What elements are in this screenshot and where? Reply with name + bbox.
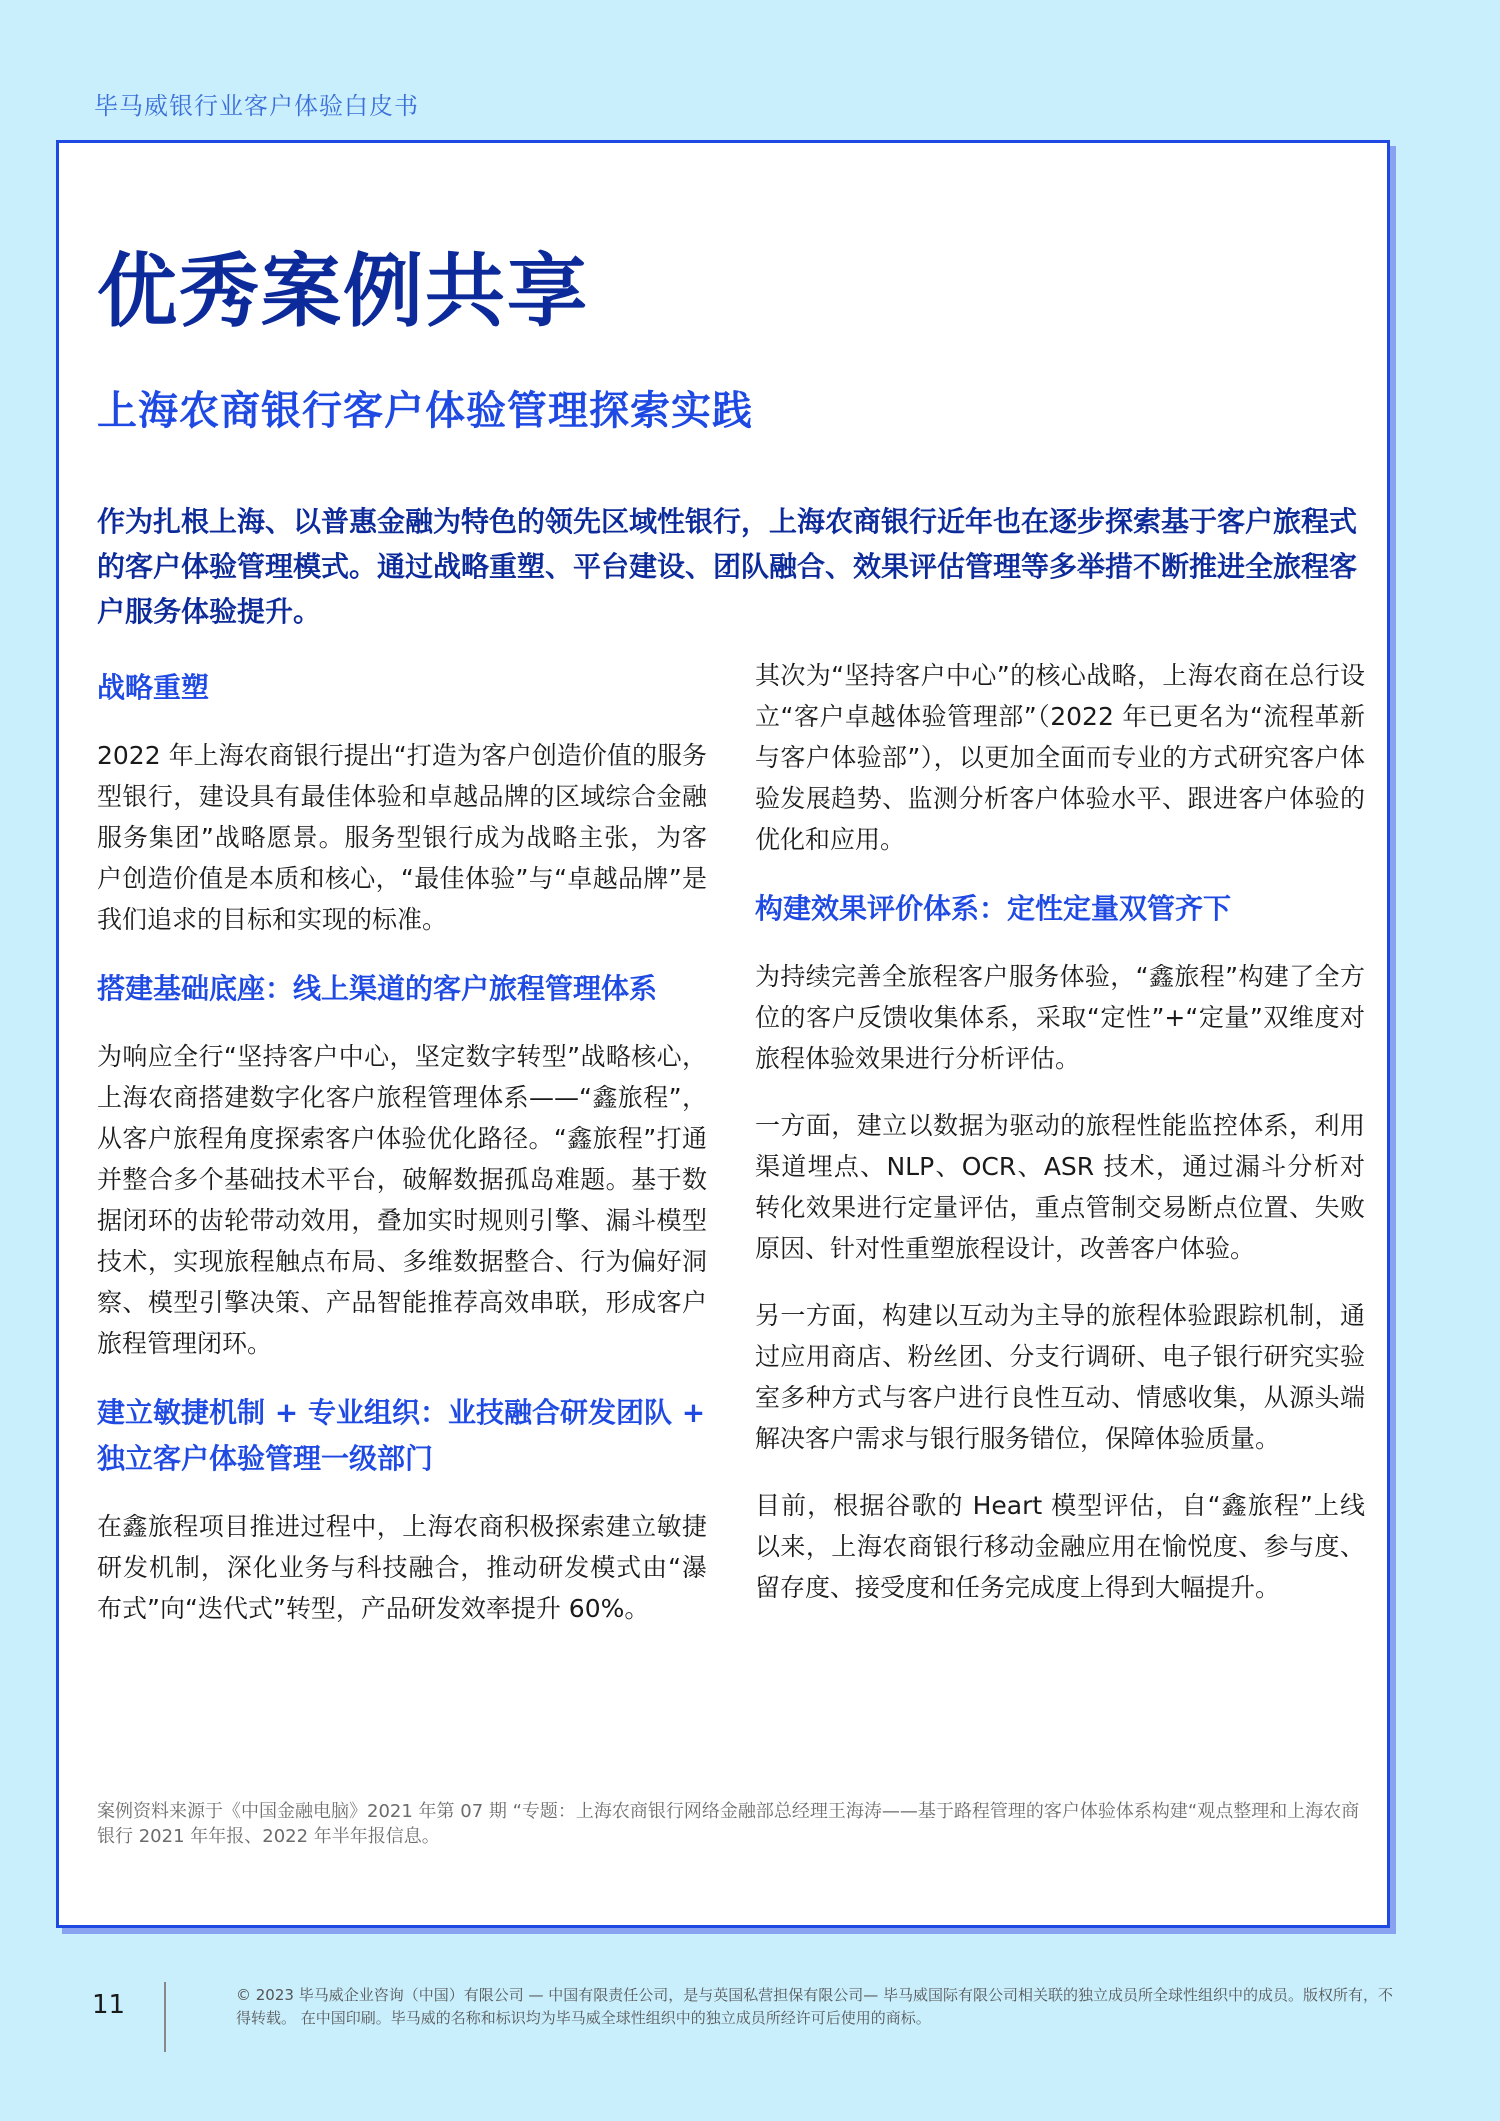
- paragraph-agile: 在鑫旅程项目推进过程中，上海农商积极探索建立敏捷研发机制，深化业务与科技融合，推动研发模式由“瀑布式”向“迭代式”转型，产品研发效率提升 60%。: [97, 1512, 707, 1623]
- paragraph-qualitative: 另一方面，构建以互动为主导的旅程体验跟踪机制，通过应用商店、粉丝团、分支行调研、电子银行研究实验室多种方式与客户进行良性互动、情感收集，从源头端解决客户需求与银行服务错位，保障体验质量。: [755, 1301, 1365, 1453]
- section-heading-strategy: 战略重塑: [97, 671, 210, 704]
- lead-paragraph: 作为扎根上海、以普惠金融为特色的领先区域性银行，上海农商银行近年也在逐步探索基于客户旅程式的客户体验管理模式。通过战略重塑、平台建设、团队融合、效果评估管理等多举措不断推进全旅程客户服务体验提升。: [97, 505, 1358, 628]
- section-heading-foundation: 搭建基础底座：线上渠道的客户旅程管理体系: [97, 972, 658, 1005]
- paragraph-evaluation-intro: 为持续完善全旅程客户服务体验，“鑫旅程”构建了全方位的客户反馈收集体系，采取“定性”+“定量”双维度对旅程体验效果进行分析评估。: [755, 962, 1365, 1073]
- copyright-footer: © 2023 毕马威企业咨询（中国）有限公司 — 中国有限责任公司，是与英国私营担保有限公司— 毕马威国际有限公司相关联的独立成员所全球性组织中的成员。版权所有，不得转载。 在中国印刷。毕马威的名称和标识均为毕马威全球性组织中的独立成员所经许可后使用的商标。: [236, 1986, 1394, 2027]
- paragraph-result: 目前，根据谷歌的 Heart 模型评估，自“鑫旅程”上线以来，上海农商银行移动金融应用在愉悦度、参与度、留存度、接受度和任务完成度上得到大幅提升。: [755, 1491, 1365, 1602]
- footer-divider: [164, 1982, 166, 2052]
- paragraph-foundation: 为响应全行“坚持客户中心，坚定数字转型”战略核心，上海农商搭建数字化客户旅程管理体系——“鑫旅程”，从客户旅程角度探索客户体验优化路径。“鑫旅程”打通并整合多个基础技术平台，破解数据孤岛难题。基于数据闭环的齿轮带动效用，叠加实时规则引擎、漏斗模型技术，实现旅程触点布局、多维数据整合、行为偏好洞察、模型引擎决策、产品智能推荐高效串联，形成客户旅程管理闭环。: [97, 1042, 707, 1358]
- running-header: 毕马威银行业客户体验白皮书: [94, 92, 419, 120]
- page-title: 优秀案例共享: [97, 245, 589, 338]
- left-column: [97, 665, 707, 1655]
- page-number: 11: [92, 1990, 126, 2020]
- paragraph-strategy: 2022 年上海农商银行提出“打造为客户创造价值的服务型银行，建设具有最佳体验和卓越品牌的区域综合金融服务集团”战略愿景。服务型银行成为战略主张，为客户创造价值是本质和核心，“最佳体验”与“卓越品牌”是我们追求的目标和实现的标准。: [97, 741, 707, 934]
- source-note: 案例资料来源于《中国金融电脑》2021 年第 07 期 “专题：上海农商银行网络金融部总经理王海涛——基于路程管理的客户体验体系构建“观点整理和上海农商银行 2021 年年报、2022 年半年报信息。: [97, 1801, 1360, 1847]
- case-subtitle: 上海农商银行客户体验管理探索实践: [97, 388, 753, 434]
- section-heading-agile: 建立敏捷机制 + 专业组织：业技融合研发团队 + 独立客户体验管理一级部门: [97, 1396, 706, 1475]
- paragraph-organization: 其次为“坚持客户中心”的核心战略，上海农商在总行设立“客户卓越体验管理部”（2022 年已更名为“流程革新与客户体验部”），以更加全面而专业的方式研究客户体验发展趋势、监测分析客户体验水平、跟进客户体验的优化和应用。: [755, 661, 1365, 854]
- content-card: [56, 140, 1390, 1928]
- section-heading-evaluation: 构建效果评价体系：定性定量双管齐下: [755, 892, 1232, 925]
- paragraph-quantitative: 一方面，建立以数据为驱动的旅程性能监控体系，利用渠道埋点、NLP、OCR、ASR 技术，通过漏斗分析对转化效果进行定量评估，重点管制交易断点位置、失败原因、针对性重塑旅程设计，改善客户体验。: [755, 1111, 1365, 1263]
- right-column: [755, 655, 1365, 1634]
